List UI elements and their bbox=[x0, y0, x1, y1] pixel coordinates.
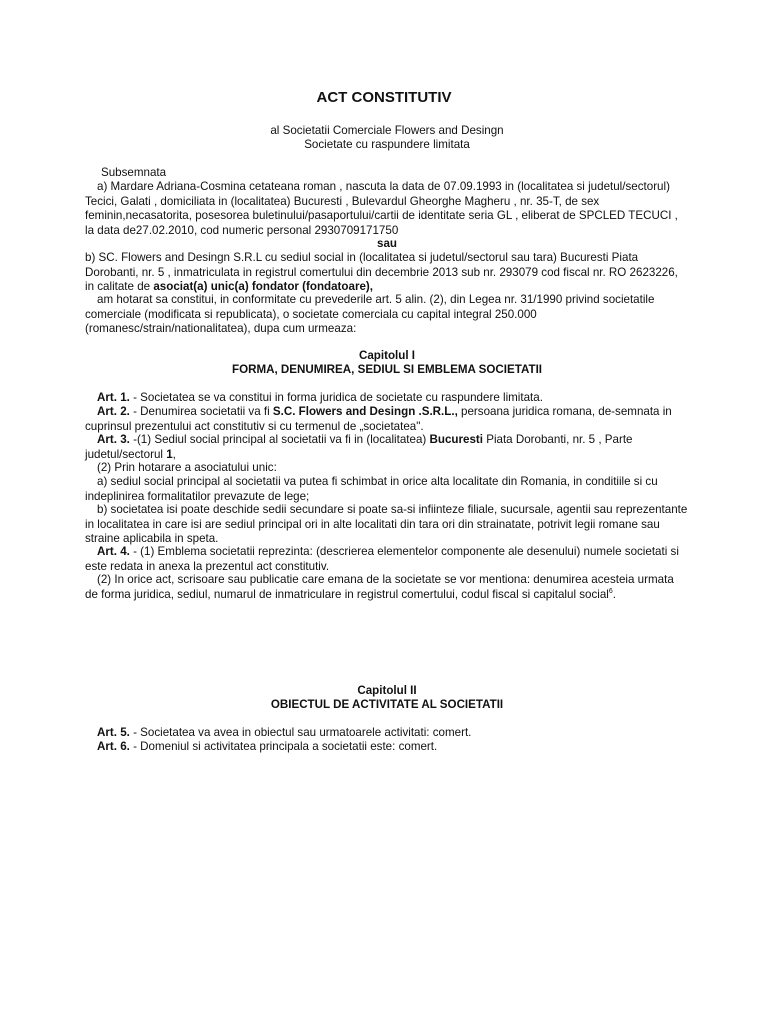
article-3-label: Art. 3. bbox=[97, 433, 130, 446]
article-5 bbox=[85, 726, 689, 741]
document-title: ACT CONSTITUTIV bbox=[316, 89, 452, 106]
article-2-text-b: persoana juridica romana, de-semnata in cuprinsul prezentului act constitutiv si cu termenul de „societatea". bbox=[85, 405, 672, 433]
subtitle-1: al Societatii Comerciale Flowers and Desingn bbox=[270, 124, 504, 137]
article-3-text-a: -(1) Sediul social principal al societatii va fi in (localitatea) bbox=[129, 433, 430, 446]
article-4-paragraph-2-text: (2) In orice act, scrisoare sau publicatie care emana de la societate se vor mentiona: denumirea acesteia urmata de forma juridica, sediul, numarul de inmatriculare in registrul comertului, codul fiscal si capitalul social bbox=[85, 573, 674, 601]
article-4-label: Art. 4. bbox=[97, 545, 130, 558]
article-3-sector: 1 bbox=[166, 447, 173, 461]
subtitle-2: Societate cu raspundere limitata bbox=[304, 138, 470, 151]
article-6 bbox=[85, 740, 689, 755]
article-4 bbox=[85, 545, 689, 574]
person-b-paragraph bbox=[85, 251, 689, 295]
article-6-label: Art. 6. bbox=[97, 740, 130, 753]
person-b-text: b) SC. Flowers and Desingn S.R.L cu sediul social in (localitatea si judetul/sectorul sau tara) Bucuresti Piata Dorobanti, nr. 5 , inmatriculata in registrul comertului din decembrie 2013 sub nr. 293079 cod fiscal nr. RO 2623226, in calitate de bbox=[85, 251, 678, 294]
article-1-text: - Societatea se va constitui in forma juridica de societate cu raspundere limitata. bbox=[129, 391, 543, 404]
sau-label: sau bbox=[377, 237, 397, 250]
article-4-text: - (1) Emblema societatii reprezinta: (descrierea elementelor componente ale desenului) numele societati si este redata in anexa la prezentul act constitutiv. bbox=[85, 545, 679, 573]
footnote-marker: 6 bbox=[608, 587, 613, 595]
chapter-1-title: FORMA, DENUMIREA, SEDIUL SI EMBLEMA SOCIETATII bbox=[231, 363, 543, 376]
chapter-2-heading: Capitolul II bbox=[357, 684, 417, 697]
article-3-point-b: b) societatea isi poate deschide sedii secundare si poate sa-si infiinteze filiale, sucursale, agentii sau reprezentante in localitatea in care isi are sediul principal ori in alte localitati din tara ori din strainatate, potrivit legii romane sau straine aplicabila in speta. bbox=[85, 503, 688, 546]
article-2 bbox=[85, 405, 689, 434]
article-3-text-c: , bbox=[172, 447, 176, 461]
article-1-label: Art. 1. bbox=[97, 391, 130, 404]
person-a-paragraph: a) Mardare Adriana-Cosmina cetateana roman , nascuta la data de 07.09.1993 in (localitatea si judetul/sectorul) Tecici, Galati , domiciliata in (localitatea) Bucuresti , Bulevardul Gheorghe Magheru , nr. 35-T, de sex feminin,necasatorita, posesorea buletinului/pasaportului/cartii de identitate seria GL , eliberat de SPCLED TECUCI , la data de27.02.2010, cod numeric personal 2930709171750 bbox=[85, 180, 678, 237]
article-3-paragraph-2: (2) Prin hotarare a asociatului unic: bbox=[97, 461, 277, 474]
article-2-company-name: S.C. Flowers and Desingn .S.R.L., bbox=[272, 405, 458, 418]
article-6-text: - Domeniul si activitatea principala a societatii este: comert. bbox=[129, 740, 438, 753]
article-1 bbox=[85, 391, 689, 406]
article-2-text-a: - Denumirea societatii va fi bbox=[129, 405, 273, 418]
subsemnata-label: Subsemnata bbox=[101, 166, 167, 179]
article-5-label: Art. 5. bbox=[97, 726, 130, 739]
article-3-text-b: Piata Dorobanti, nr. 5 , Parte judetul/sectorul bbox=[85, 433, 633, 461]
chapter-1-heading: Capitolul I bbox=[358, 349, 416, 362]
article-3 bbox=[85, 433, 689, 462]
article-3-point-a: a) sediul social principal al societatii va putea fi schimbat in orice alta localitate din Romania, in conditiile si cu indeplinirea formalitatilor prevazute de lege; bbox=[85, 475, 658, 503]
chapter-2-title: OBIECTUL DE ACTIVITATE AL SOCIETATII bbox=[270, 698, 504, 711]
decision-paragraph: am hotarat sa constitui, in conformitate cu prevederile art. 5 alin. (2), din Legea nr. 31/1990 privind societatile comerciale (modificata si republicata), o societate comerciala cu capital integral 250.000 (romanesc/strain/nationalitatea), dupa cum urmeaza: bbox=[85, 293, 655, 336]
article-2-label: Art. 2. bbox=[97, 405, 130, 418]
article-5-text: - Societatea va avea in obiectul sau urmatoarele activitati: comert. bbox=[129, 726, 472, 739]
article-4-paragraph-2 bbox=[85, 573, 689, 602]
article-3-city: Bucuresti bbox=[429, 433, 483, 446]
person-b-role: asociat(a) unic(a) fondator (fondatoare), bbox=[153, 280, 373, 294]
article-4-paragraph-2-end: . bbox=[612, 587, 617, 601]
